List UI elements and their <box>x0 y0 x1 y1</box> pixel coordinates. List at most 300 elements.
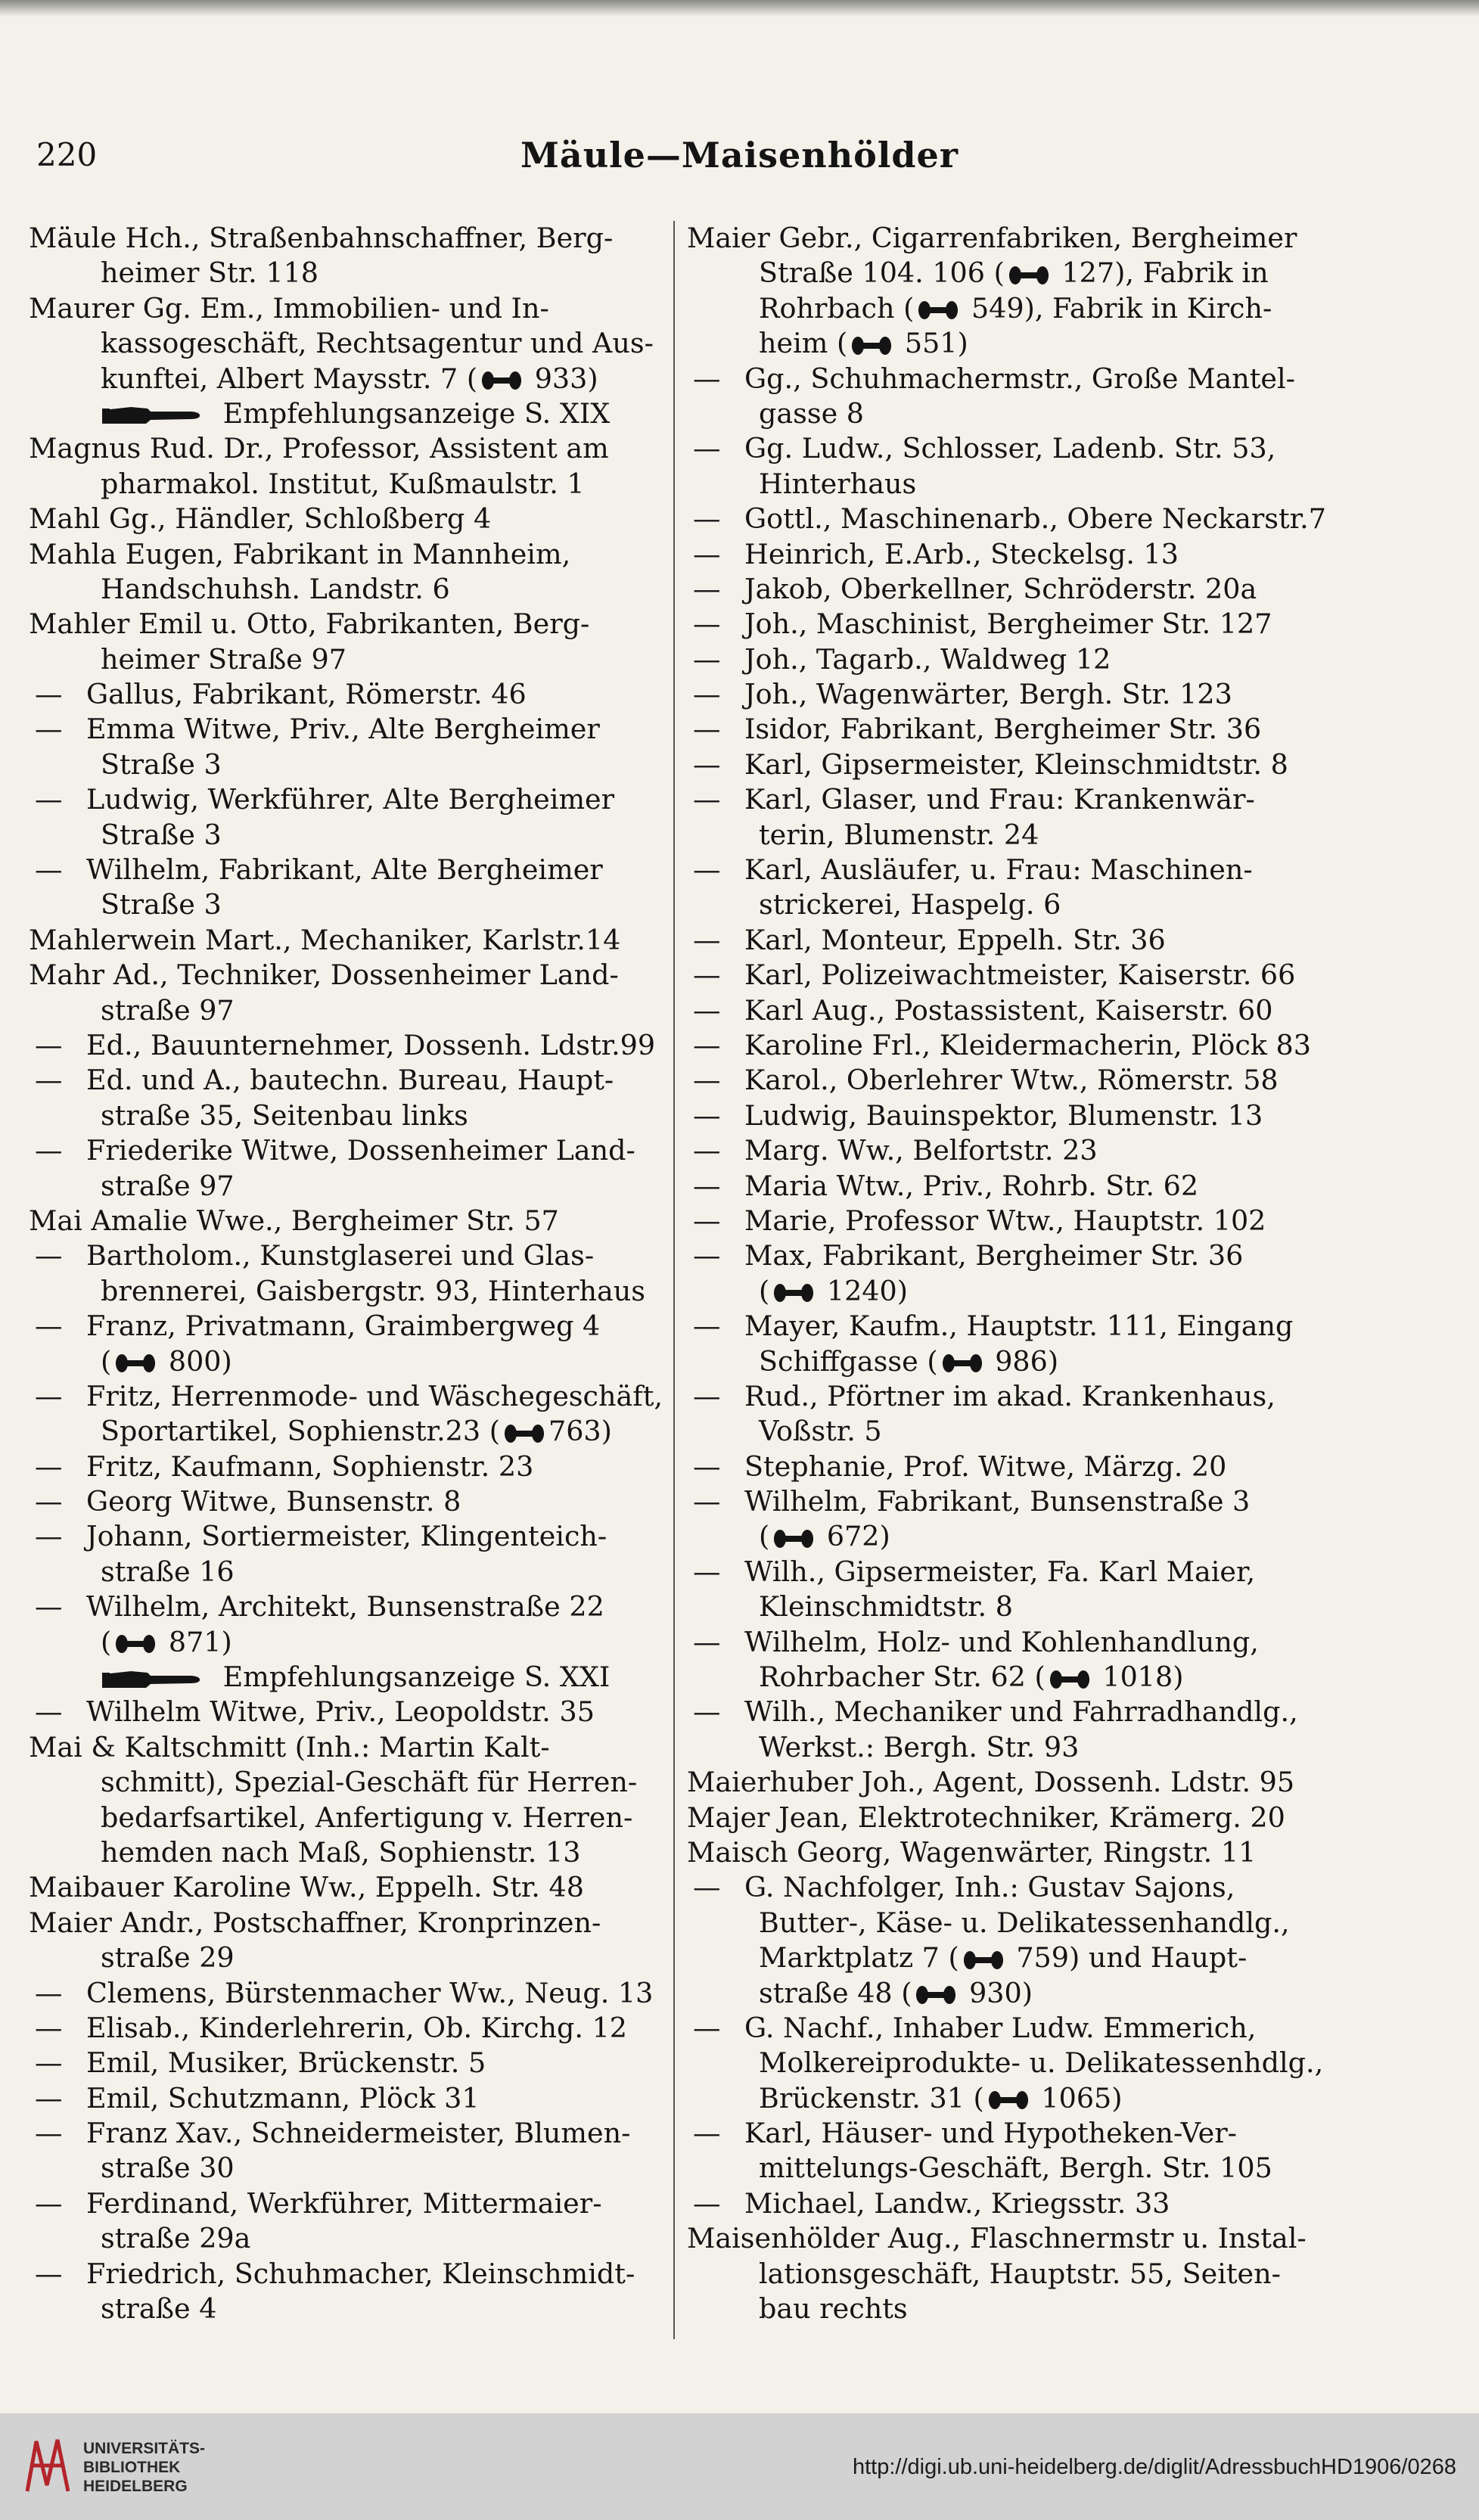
entry-continuation: ( 1240) <box>759 1274 908 1307</box>
repeat-dash: — <box>693 2186 721 2220</box>
directory-entry <box>29 853 672 923</box>
directory-entry <box>29 1730 672 1871</box>
entry-line <box>687 2186 1330 2221</box>
directory-entry <box>687 782 1330 853</box>
repeat-dash: — <box>693 1098 721 1132</box>
entry-line <box>687 993 1330 1028</box>
directory-entry <box>687 2221 1330 2326</box>
directory-entry <box>687 1450 1330 1484</box>
entry-line <box>687 431 1330 466</box>
repeat-dash: — <box>693 1379 721 1412</box>
entry-text: Wilh., Gipsermeister, Fa. Karl Maier, <box>744 1555 1256 1588</box>
directory-entry <box>687 747 1330 782</box>
directory-entry <box>687 502 1330 536</box>
entry-line <box>687 1063 1330 1098</box>
entry-text: Bartholom., Kunstglaserei und Glas- <box>86 1239 595 1272</box>
entry-line <box>29 1695 672 1729</box>
entry-line <box>687 1555 1330 1589</box>
directory-entry <box>687 712 1330 747</box>
entry-continuation: Marktplatz 7 ( 759) und Haupt- <box>759 1941 1248 1975</box>
repeat-dash: — <box>693 678 721 711</box>
entry-text: Gallus, Fabrikant, Römerstr. 46 <box>86 678 527 711</box>
entry-text: Isidor, Fabrikant, Bergheimer Str. 36 <box>744 713 1262 746</box>
entry-line <box>687 712 1330 747</box>
directory-entry <box>29 2046 672 2080</box>
entry-line <box>687 502 1330 536</box>
entry-line <box>29 2257 672 2292</box>
entry-text: G. Nachfolger, Inh.: Gustav Sajons, <box>744 1871 1235 1904</box>
directory-entry <box>687 537 1330 572</box>
telephone-icon <box>987 2089 1030 2111</box>
left-column <box>29 221 672 2326</box>
directory-entry <box>29 1976 672 2011</box>
directory-entry <box>29 607 672 677</box>
telephone-icon <box>503 1422 545 1445</box>
directory-entry <box>687 1169 1330 1204</box>
entry-continuation: straße 29 <box>101 1941 235 1975</box>
entry-continuation: hemden nach Maß, Sophienstr. 13 <box>101 1835 581 1869</box>
entry-text: Karl Aug., Postassistent, Kaiserstr. 60 <box>744 993 1273 1027</box>
directory-entry <box>687 2011 1330 2116</box>
directory-entry <box>29 396 672 431</box>
repeat-dash: — <box>35 2117 63 2150</box>
repeat-dash: — <box>693 713 721 746</box>
entry-continuation: Rohrbach ( 549), Fabrik in Kirch- <box>759 291 1272 325</box>
directory-entry <box>29 1238 672 1309</box>
entry-continuation: Molkereiprodukte- u. Delikatessenhdlg., <box>759 2046 1324 2080</box>
repeat-dash: — <box>35 853 63 887</box>
entry-continuation: straße 16 <box>101 1555 235 1588</box>
running-head: Mäule—Maisenhölder <box>520 135 959 176</box>
repeat-dash: — <box>693 362 721 395</box>
entry-line <box>29 677 672 712</box>
entry-line: Mahlerwein Mart., Mechaniker, Karlstr.14 <box>29 923 621 956</box>
entry-line <box>29 782 672 817</box>
directory-entry <box>687 221 1330 362</box>
entry-text: Max, Fabrikant, Bergheimer Str. 36 <box>744 1239 1244 1272</box>
entry-continuation: heimer Straße 97 <box>101 642 346 676</box>
entry-continuation: heimer Str. 118 <box>101 256 319 290</box>
entry-line <box>29 1519 672 1554</box>
entry-line: Mai Amalie Wwe., Bergheimer Str. 57 <box>29 1204 559 1237</box>
directory-entry <box>29 1906 672 1976</box>
directory-entry <box>29 2186 672 2257</box>
entry-text: Wilhelm, Fabrikant, Alte Bergheimer <box>86 853 603 887</box>
directory-entry <box>687 677 1330 712</box>
telephone-icon <box>941 1352 983 1375</box>
directory-entry <box>29 1028 672 1063</box>
repeat-dash: — <box>693 1204 721 1237</box>
repeat-dash: — <box>35 1695 63 1729</box>
entry-continuation: Handschuhsh. Landstr. 6 <box>101 572 450 605</box>
entry-line <box>687 1204 1330 1238</box>
entry-text: Wilhelm, Holz- und Kohlenhandlung, <box>744 1625 1259 1658</box>
directory-entry <box>687 1133 1330 1168</box>
telephone-icon <box>1008 264 1050 287</box>
entry-line <box>687 1169 1330 1204</box>
entry-text: Emil, Schutzmann, Plöck 31 <box>86 2081 480 2115</box>
pointing-hand-icon <box>101 1668 214 1691</box>
entry-text: Heinrich, E.Arb., Steckelsg. 13 <box>744 537 1179 570</box>
repeat-dash: — <box>693 993 721 1027</box>
entry-line <box>687 853 1330 887</box>
repeat-dash: — <box>693 537 721 570</box>
entry-text: Georg Witwe, Bunsenstr. 8 <box>86 1485 461 1518</box>
entry-line <box>687 923 1330 958</box>
directory-entry <box>29 782 672 853</box>
repeat-dash: — <box>35 783 63 816</box>
repeat-dash: — <box>35 1520 63 1553</box>
directory-entry <box>29 1450 672 1484</box>
directory-entry <box>687 642 1330 677</box>
column-divider <box>673 221 675 2339</box>
directory-entry <box>687 1870 1330 2011</box>
repeat-dash: — <box>693 432 721 465</box>
entry-continuation: straße 35, Seitenbau links <box>101 1098 468 1132</box>
advert-reference-text: Empfehlungsanzeige S. XIX <box>214 396 611 430</box>
entry-line: Maisch Georg, Wagenwärter, Ringstr. 11 <box>687 1835 1257 1869</box>
entry-continuation: Straße 3 <box>101 818 222 851</box>
entry-line <box>687 2116 1330 2151</box>
entry-line: Mai & Kaltschmitt (Inh.: Martin Kalt- <box>29 1730 550 1763</box>
entry-text: Friederike Witwe, Dossenheimer Land- <box>86 1134 635 1167</box>
directory-entry <box>687 1695 1330 1765</box>
directory-entry <box>687 1379 1330 1450</box>
directory-entry <box>687 1028 1330 1063</box>
directory-entry <box>687 853 1330 923</box>
directory-entry <box>29 1660 672 1695</box>
entry-text: Karl, Ausläufer, u. Frau: Maschinen- <box>744 853 1253 887</box>
university-seal-icon <box>21 2432 74 2500</box>
repeat-dash: — <box>693 2117 721 2150</box>
entry-continuation: brennerei, Gaisbergstr. 93, Hinterhaus <box>101 1274 645 1307</box>
directory-entry <box>29 1519 672 1589</box>
telephone-icon <box>850 334 893 357</box>
telephone-icon <box>114 1633 157 1655</box>
entry-continuation: kunftei, Albert Maysstr. 7 ( 933) <box>101 362 598 395</box>
entry-text: Michael, Landw., Kriegsstr. 33 <box>744 2186 1170 2220</box>
repeat-dash: — <box>693 1239 721 1272</box>
telephone-icon <box>962 1949 1005 1972</box>
entry-text: Fritz, Herrenmode- und Wäschegeschäft, <box>86 1379 663 1412</box>
entry-text: Emma Witwe, Priv., Alte Bergheimer <box>86 713 600 746</box>
entry-text: Ed. und A., bautechn. Bureau, Haupt- <box>86 1064 614 1097</box>
entry-line: Mahr Ad., Techniker, Dossenheimer Land- <box>29 959 619 992</box>
entry-text: Wilhelm, Fabrikant, Bunsenstraße 3 <box>744 1485 1251 1518</box>
entry-line <box>29 1028 672 1063</box>
repeat-dash: — <box>35 1450 63 1483</box>
directory-entry <box>29 1695 672 1729</box>
entry-line: Maier Gebr., Cigarrenfabriken, Bergheimer <box>687 222 1297 254</box>
entry-text: Franz, Privatmann, Graimbergweg 4 <box>86 1310 601 1343</box>
telephone-icon <box>480 369 523 392</box>
entry-text: Karol., Oberlehrer Wtw., Römerstr. 58 <box>744 1064 1279 1097</box>
entry-continuation: schmitt), Spezial-Geschäft für Herren- <box>101 1766 638 1799</box>
entry-text: Gg. Ludw., Schlosser, Ladenb. Str. 53, <box>744 432 1276 465</box>
directory-entry <box>29 2116 672 2186</box>
directory-entry <box>687 1063 1330 1098</box>
entry-continuation: bedarfsartikel, Anfertigung v. Herren- <box>101 1801 633 1834</box>
repeat-dash: — <box>35 1064 63 1097</box>
entry-line <box>687 1625 1330 1660</box>
repeat-dash: — <box>693 1169 721 1202</box>
library-name-line: BIBLIOTHEK <box>83 2459 181 2476</box>
entry-continuation: kassogeschäft, Rechtsagentur und Aus- <box>101 327 654 360</box>
entry-text: Rud., Pförtner im akad. Krankenhaus, <box>744 1379 1275 1412</box>
entry-continuation: straße 30 <box>101 2152 235 2185</box>
entry-continuation: straße 97 <box>101 1169 235 1202</box>
directory-entry <box>29 431 672 502</box>
repeat-dash: — <box>35 1310 63 1343</box>
directory-entry <box>687 958 1330 993</box>
entry-line <box>687 1238 1330 1273</box>
entry-continuation: ( 800) <box>101 1344 232 1378</box>
entry-line: Mahl Gg., Händler, Schloßberg 4 <box>29 502 492 536</box>
source-url[interactable]: http://digi.ub.uni-heidelberg.de/diglit/AdressbuchHD1906/0268 <box>852 2455 1456 2479</box>
directory-entry <box>687 1555 1330 1625</box>
entry-text: Mayer, Kaufm., Hauptstr. 111, Eingang <box>744 1310 1294 1343</box>
entry-text: Joh., Tagarb., Waldweg 12 <box>744 642 1111 676</box>
entry-continuation: Straße 104. 106 ( 127), Fabrik in <box>759 256 1269 290</box>
directory-entry <box>29 1204 672 1238</box>
entry-text: G. Nachf., Inhaber Ludw. Emmerich, <box>744 2011 1257 2044</box>
entry-line <box>687 958 1330 993</box>
repeat-dash: — <box>35 2046 63 2080</box>
entry-line: Magnus Rud. Dr., Professor, Assistent am <box>29 432 609 465</box>
entry-text: Friedrich, Schuhmacher, Kleinschmidt- <box>86 2257 635 2290</box>
entry-continuation: bau rechts <box>759 2292 908 2326</box>
advert-reference-text: Empfehlungsanzeige S. XXI <box>214 1661 611 1694</box>
directory-entry <box>29 958 672 1028</box>
directory-entry <box>29 1870 672 1905</box>
entry-text: Karl, Monteur, Eppelh. Str. 36 <box>744 923 1166 956</box>
repeat-dash: — <box>693 1028 721 1061</box>
entry-continuation: Butter-, Käse- u. Delikatessenhandlg., <box>759 1906 1290 1939</box>
repeat-dash: — <box>693 1485 721 1518</box>
entry-continuation: Straße 3 <box>101 747 222 781</box>
entry-line: Mäule Hch., Straßenbahnschaffner, Berg- <box>29 222 614 254</box>
telephone-icon <box>772 1282 815 1304</box>
entry-line: Maisenhölder Aug., Flaschnermstr u. Instal- <box>687 2222 1307 2255</box>
entry-line: Maierhuber Joh., Agent, Dossenh. Ldstr. 95 <box>687 1766 1295 1799</box>
entry-line <box>687 607 1330 642</box>
directory-entry <box>687 1098 1330 1133</box>
directory-entry <box>29 1589 672 1660</box>
entry-text: Karoline Frl., Kleidermacherin, Plöck 83 <box>744 1028 1311 1061</box>
entry-continuation: Kleinschmidtstr. 8 <box>759 1590 1013 1624</box>
telephone-icon <box>1049 1668 1091 1691</box>
entry-line <box>29 2116 672 2151</box>
entry-line <box>687 572 1330 607</box>
entry-line <box>29 2081 672 2116</box>
entry-line: Mahla Eugen, Fabrikant in Mannheim, <box>29 537 571 570</box>
entry-text: Emil, Musiker, Brückenstr. 5 <box>86 2046 486 2080</box>
repeat-dash: — <box>693 747 721 781</box>
entry-text: Jakob, Oberkellner, Schröderstr. 20a <box>744 572 1257 605</box>
entry-line <box>29 853 672 887</box>
entry-continuation: straße 48 ( 930) <box>759 1976 1033 2009</box>
entry-text: Ed., Bauunternehmer, Dossenh. Ldstr.99 <box>86 1028 656 1061</box>
entry-continuation: lationsgeschäft, Hauptstr. 55, Seiten- <box>759 2257 1281 2290</box>
entry-line <box>687 1870 1330 1905</box>
directory-entry <box>29 712 672 782</box>
repeat-dash: — <box>693 1695 721 1729</box>
directory-entry <box>29 1379 672 1450</box>
telephone-icon <box>772 1527 815 1550</box>
entry-line: Maibauer Karoline Ww., Eppelh. Str. 48 <box>29 1871 584 1904</box>
entry-line <box>29 1379 672 1414</box>
right-column <box>687 221 1330 2326</box>
directory-entry <box>29 2081 672 2116</box>
entry-line <box>687 1450 1330 1484</box>
entry-line <box>29 1309 672 1344</box>
directory-entry <box>687 2186 1330 2221</box>
directory-entry <box>687 1238 1330 1309</box>
entry-continuation: Werkst.: Bergh. Str. 93 <box>759 1730 1080 1763</box>
repeat-dash: — <box>693 607 721 641</box>
entry-text: Elisab., Kinderlehrerin, Ob. Kirchg. 12 <box>86 2011 628 2044</box>
entry-line: Majer Jean, Elektrotechniker, Krämerg. 20 <box>687 1801 1285 1834</box>
entry-continuation: Straße 3 <box>101 888 222 921</box>
repeat-dash: — <box>693 1625 721 1658</box>
directory-entry <box>29 291 672 396</box>
repeat-dash: — <box>693 1134 721 1167</box>
advert-reference <box>29 1660 672 1695</box>
directory-entry <box>687 607 1330 642</box>
repeat-dash: — <box>35 1239 63 1272</box>
entry-line <box>687 1379 1330 1414</box>
entry-line <box>29 2011 672 2046</box>
entry-text: Gg., Schuhmachermstr., Große Mantel- <box>744 362 1296 395</box>
entry-continuation: straße 29a <box>101 2222 251 2255</box>
directory-entry <box>29 677 672 712</box>
repeat-dash: — <box>693 1310 721 1343</box>
entry-line <box>687 362 1330 396</box>
directory-entry <box>29 923 672 958</box>
directory-entry <box>29 1063 672 1133</box>
entry-text: Marie, Professor Wtw., Hauptstr. 102 <box>744 1204 1266 1237</box>
repeat-dash: — <box>35 2186 63 2220</box>
entry-text: Ludwig, Werkführer, Alte Bergheimer <box>86 783 615 816</box>
entry-line <box>29 1063 672 1098</box>
entry-line <box>687 642 1330 677</box>
entry-text: Joh., Wagenwärter, Bergh. Str. 123 <box>744 678 1232 711</box>
entry-text: Maria Wtw., Priv., Rohrb. Str. 62 <box>744 1169 1199 1202</box>
repeat-dash: — <box>35 678 63 711</box>
entry-line <box>29 1133 672 1168</box>
entry-continuation: Schiffgasse ( 986) <box>759 1344 1059 1378</box>
entry-line <box>29 1450 672 1484</box>
directory-entry <box>29 502 672 536</box>
entry-line: Mahler Emil u. Otto, Fabrikanten, Berg- <box>29 607 590 641</box>
directory-entry <box>687 431 1330 502</box>
directory-entry <box>29 1133 672 1204</box>
entry-line <box>687 747 1330 782</box>
entry-text: Karl, Polizeiwachtmeister, Kaiserstr. 66 <box>744 959 1296 992</box>
repeat-dash: — <box>693 923 721 956</box>
entry-continuation: Rohrbacher Str. 62 ( 1018) <box>759 1661 1184 1694</box>
entry-text: Johann, Sortiermeister, Klingenteich- <box>86 1520 607 1553</box>
entry-line <box>29 2046 672 2080</box>
entry-line <box>687 782 1330 817</box>
entry-line: Maier Andr., Postschaffner, Kronprinzen- <box>29 1906 601 1939</box>
entry-line <box>687 1133 1330 1168</box>
entry-continuation: Brückenstr. 31 ( 1065) <box>759 2081 1123 2115</box>
repeat-dash: — <box>35 2257 63 2290</box>
directory-entry <box>687 572 1330 607</box>
repeat-dash: — <box>35 1028 63 1061</box>
repeat-dash: — <box>693 502 721 536</box>
directory-entry <box>687 1204 1330 1238</box>
entry-text: Clemens, Bürstenmacher Ww., Neug. 13 <box>86 1976 654 2009</box>
directory-entry <box>687 2116 1330 2186</box>
directory-entry <box>687 1625 1330 1695</box>
entry-line <box>29 1238 672 1273</box>
repeat-dash: — <box>35 1976 63 2009</box>
entry-line <box>29 2186 672 2221</box>
entry-line <box>687 677 1330 712</box>
entry-line <box>29 1976 672 2011</box>
directory-entry <box>687 1765 1330 1800</box>
directory-entry <box>687 923 1330 958</box>
directory-entry <box>29 537 672 607</box>
directory-entry <box>687 1484 1330 1555</box>
repeat-dash: — <box>693 783 721 816</box>
repeat-dash: — <box>35 1379 63 1412</box>
repeat-dash: — <box>693 642 721 676</box>
entry-continuation: straße 4 <box>101 2292 217 2326</box>
entry-line <box>687 537 1330 572</box>
entry-text: Wilhelm Witwe, Priv., Leopoldstr. 35 <box>86 1695 595 1729</box>
advert-reference <box>29 396 672 431</box>
entry-line <box>687 1695 1330 1729</box>
entry-text: Stephanie, Prof. Witwe, Märzg. 20 <box>744 1450 1227 1483</box>
directory-entry <box>29 2011 672 2046</box>
library-name <box>83 2439 205 2496</box>
entry-text: Gottl., Maschinenarb., Obere Neckarstr.7 <box>744 502 1326 536</box>
directory-entry <box>29 221 672 291</box>
entry-continuation: heim ( 551) <box>759 327 968 360</box>
entry-text: Ludwig, Bauinspektor, Blumenstr. 13 <box>744 1098 1263 1132</box>
repeat-dash: — <box>693 2011 721 2044</box>
repeat-dash: — <box>35 1485 63 1518</box>
entry-continuation: straße 97 <box>101 993 235 1027</box>
entry-continuation: Hinterhaus <box>759 467 917 500</box>
directory-entry <box>687 362 1330 432</box>
entry-continuation: mittelungs-Geschäft, Bergh. Str. 105 <box>759 2152 1272 2185</box>
scan-edge <box>0 0 1479 17</box>
repeat-dash: — <box>693 1064 721 1097</box>
entry-line <box>29 1589 672 1624</box>
repeat-dash: — <box>693 1871 721 1904</box>
entry-text: Fritz, Kaufmann, Sophienstr. 23 <box>86 1450 534 1483</box>
entry-text: Karl, Gipsermeister, Kleinschmidtstr. 8 <box>744 747 1288 781</box>
entry-line <box>687 1309 1330 1344</box>
entry-line <box>29 712 672 747</box>
entry-line <box>687 1098 1330 1133</box>
repeat-dash: — <box>35 2081 63 2115</box>
repeat-dash: — <box>693 1450 721 1483</box>
repeat-dash: — <box>693 959 721 992</box>
directory-entry <box>29 1309 672 1379</box>
page-number: 220 <box>36 136 98 173</box>
entry-text: Karl, Glaser, und Frau: Krankenwär- <box>744 783 1255 816</box>
entry-continuation: strickerei, Haspelg. 6 <box>759 888 1061 921</box>
entry-text: Franz Xav., Schneidermeister, Blumen- <box>86 2117 631 2150</box>
entry-continuation: terin, Blumenstr. 24 <box>759 818 1039 851</box>
directory-entry <box>687 993 1330 1028</box>
entry-continuation: pharmakol. Institut, Kußmaulstr. 1 <box>101 467 585 500</box>
